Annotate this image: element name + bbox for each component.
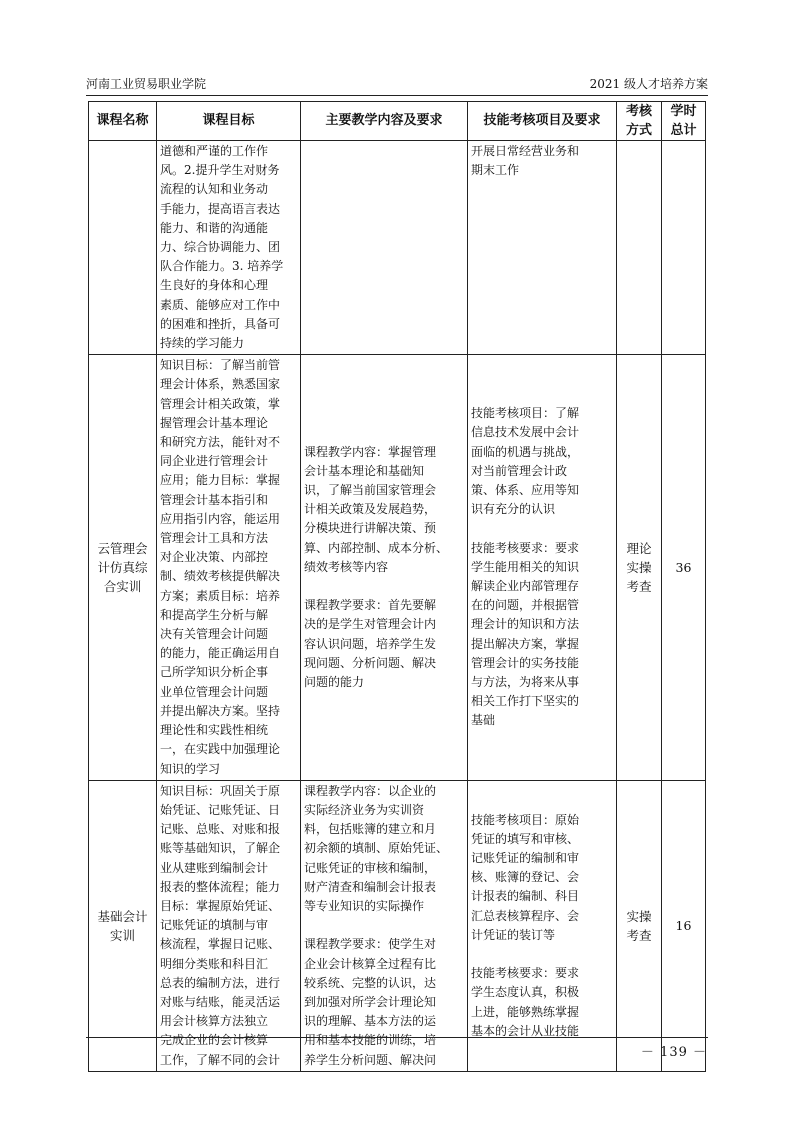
course-name-cell: 云管理会 计仿真综 合实训 [89, 355, 157, 780]
course-goal-cell: 知识目标：巩固关于原 始凭证、记账凭证、日 记账、总账、对账和报 账等基础知识，了解企 业从建账到编制会计 报表的整体流程；能力 目标：掌握原始凭证、 记账凭证的填制与审 核流程，掌握日记账、 明细分类账和科目汇 总表的编制方法，进行 对账与结账，能灵活运 用会计核算方法独立 完成企业的会计核算 工作，了解不同的会计 [157, 780, 301, 1071]
course-name-cell [89, 141, 157, 355]
course-goal-cell: 道德和严谨的工作作 风。2.提升学生对财务 流程的认知和业务动 手能力，提高语言表达 能力、和谐的沟通能 力、综合协调能力、团 队合作能力。3. 培养学 生良好的身体和心理 素质、能够应对工作中 的困难和挫折，具备可 持续的学习能力 [157, 141, 301, 355]
assessment-method-cell: 实操 考查 [617, 780, 662, 1071]
page-header [86, 76, 708, 92]
teaching-content-cell: 课程教学内容：掌握管理 会计基本理论和基础知 识，了解当前国家管理会 计相关政策及发展趋势， 分模块进行讲解决策、预 算、内部控制、成本分析、 绩效考核等内容 课程教学要求：首先要解 决的是学生对管理会计内 容认识问题，培养学生发 现问题、分析问题、解决 问题的能力 [301, 355, 468, 780]
plan-title: 2021 级人才培养方案 [589, 77, 708, 91]
skill-assessment-cell: 技能考核项目：原始 凭证的填写和审核、 记账凭证的编制和审 核、账簿的登记、会 计报表的编制、科目 汇总表核算程序、会 计凭证的装订等 技能考核要求：要求 学生态度认真，积极 上进，能够熟练掌握 基本的会计从业技能 [468, 780, 617, 1071]
assessment-method-cell: 理论 实操 考查 [617, 355, 662, 780]
assessment-method-cell [617, 141, 662, 355]
col-header-course-goal: 课程目标 [157, 102, 301, 141]
skill-assessment-cell: 技能考核项目：了解 信息技术发展中会计 面临的机遇与挑战， 对当前管理会计政 策、体系、应用等知 识有充分的认识 技能考核要求：要求 学生能用相关的知识 解读企业内部管理存 在的问题，并根据管 理会计的知识和方法 提出解决方案，掌握 管理会计的实务技能 与方法，为将来从事 相关工作打下坚实的 基础 [468, 355, 617, 780]
header-rule [86, 95, 708, 96]
table-row [89, 780, 706, 1071]
course-name-cell: 基础会计 实训 [89, 780, 157, 1071]
course-goal-cell: 知识目标：了解当前管 理会计体系，熟悉国家 管理会计相关政策，掌 握管理会计基本理论 和研究方法，能针对不 同企业进行管理会计 应用；能力目标：掌握 管理会计基本指引和 应用指引内容，能运用 管理会计工具和方法 对企业决策、内部控 制、绩效考核提供解决 方案；素质目标：培养 和提高学生分析与解 决有关管理会计问题 的能力，能正确运用自 己所学知识分析企事 业单位管理会计问题 并提出解决方案。坚持 理论性和实践性相统 一，在实践中加强理论 知识的学习 [157, 355, 301, 780]
page-number: － 139 － [640, 1045, 707, 1060]
col-header-teaching-content: 主要教学内容及要求 [301, 102, 468, 141]
col-header-skill-assessment: 技能考核项目及要求 [468, 102, 617, 141]
table-row [89, 355, 706, 780]
skill-assessment-cell: 开展日常经营业务和 期末工作 [468, 141, 617, 355]
teaching-content-cell [301, 141, 468, 355]
table-row [89, 141, 706, 355]
teaching-content-cell: 课程教学内容：以企业的 实际经济业务为实训资 料，包括账簿的建立和月 初余额的填制、原始凭证、 记账凭证的审核和编制， 财产清查和编制会计报表 等专业知识的实际操作 课程教学要求：使学生对 企业会计核算全过程有比 较系统、完整的认识，达 到加强对所学会计理论知 识的理解、基本方法的运 用和基本技能的训练，培 养学生分析问题、解决问 [301, 780, 468, 1071]
total-hours-cell [662, 141, 706, 355]
col-header-course-name: 课程名称 [89, 102, 157, 141]
col-header-total-hours: 学时 总计 [662, 102, 706, 141]
footer-rule [86, 1037, 708, 1038]
table-header-row [89, 102, 706, 141]
total-hours-cell: 36 [662, 355, 706, 780]
col-header-assessment-method: 考核 方式 [617, 102, 662, 141]
school-name: 河南工业贸易职业学院 [86, 77, 207, 91]
curriculum-table [88, 101, 706, 1072]
total-hours-cell: 16 [662, 780, 706, 1071]
